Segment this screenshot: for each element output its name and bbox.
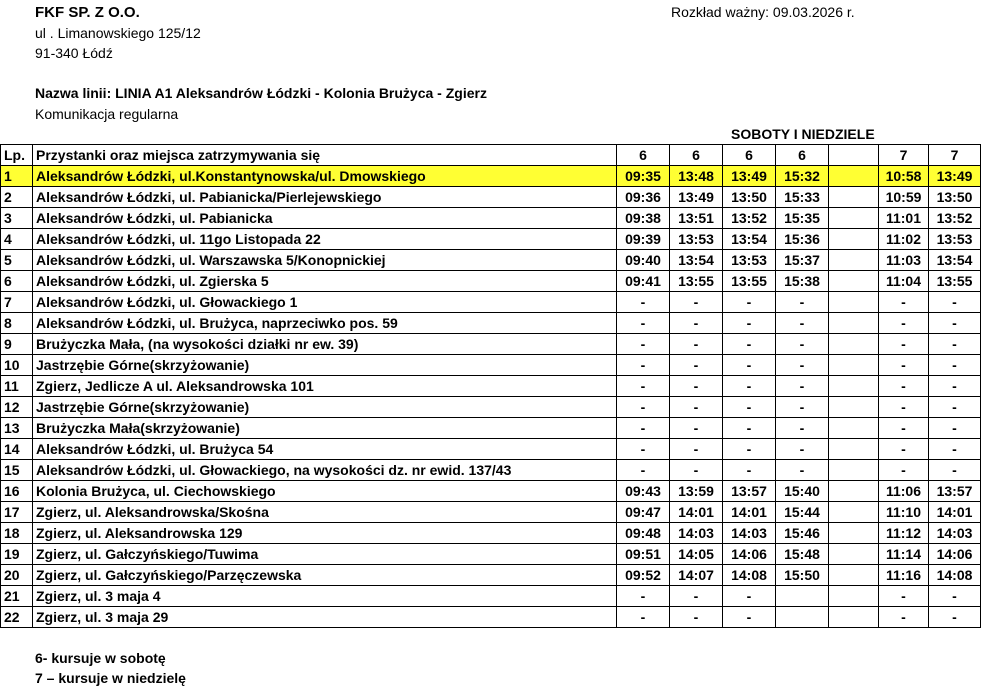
row-lp: 22	[1, 607, 33, 628]
row-departure-time: 14:03	[723, 523, 776, 544]
row-departure-time: 11:01	[879, 208, 929, 229]
row-departure-time: -	[879, 313, 929, 334]
row-departure-time: 15:38	[776, 271, 829, 292]
row-departure-time: -	[776, 292, 829, 313]
row-departure-time	[829, 229, 879, 250]
row-departure-time: 09:52	[617, 565, 670, 586]
row-departure-time: -	[929, 397, 981, 418]
company-address-street: ul . Limanowskiego 125/12	[35, 25, 201, 41]
table-row	[1, 208, 981, 229]
company-address-city: 91-340 Łódź	[35, 45, 113, 61]
row-departure-time: 09:43	[617, 481, 670, 502]
table-row	[1, 187, 981, 208]
row-stop-name: Zgierz, ul. 3 maja 4	[33, 586, 617, 607]
row-stop-name: Aleksandrów Łódzki, ul. Głowackiego 1	[33, 292, 617, 313]
row-departure-time: -	[776, 376, 829, 397]
row-departure-time: 13:51	[670, 208, 723, 229]
row-departure-time: -	[879, 334, 929, 355]
row-departure-time	[829, 418, 879, 439]
row-departure-time: 13:53	[723, 250, 776, 271]
header-stops: Przystanki oraz miejsca zatrzymywania się	[33, 145, 617, 166]
row-lp: 10	[1, 355, 33, 376]
row-departure-time: -	[617, 439, 670, 460]
table-row	[1, 355, 981, 376]
row-departure-time: -	[617, 355, 670, 376]
row-departure-time	[776, 586, 829, 607]
row-departure-time: -	[617, 397, 670, 418]
row-departure-time	[829, 397, 879, 418]
row-departure-time: -	[670, 292, 723, 313]
row-lp: 7	[1, 292, 33, 313]
row-departure-time: -	[723, 376, 776, 397]
row-departure-time: 14:06	[723, 544, 776, 565]
row-departure-time	[829, 208, 879, 229]
row-departure-time: 09:38	[617, 208, 670, 229]
row-lp: 15	[1, 460, 33, 481]
row-departure-time: 11:03	[879, 250, 929, 271]
row-lp: 19	[1, 544, 33, 565]
row-lp: 20	[1, 565, 33, 586]
row-departure-time: 13:59	[670, 481, 723, 502]
row-departure-time: 13:52	[929, 208, 981, 229]
row-lp: 5	[1, 250, 33, 271]
table-row	[1, 565, 981, 586]
row-departure-time: 14:03	[929, 523, 981, 544]
row-departure-time: -	[670, 460, 723, 481]
row-departure-time: -	[617, 586, 670, 607]
row-departure-time: -	[670, 439, 723, 460]
row-departure-time	[829, 166, 879, 187]
row-departure-time: -	[929, 334, 981, 355]
row-departure-time: -	[617, 607, 670, 628]
row-stop-name: Zgierz, Jedlicze A ul. Aleksandrowska 101	[33, 376, 617, 397]
header-course: 7	[929, 145, 981, 166]
row-departure-time: -	[929, 607, 981, 628]
row-departure-time: -	[879, 586, 929, 607]
row-departure-time: -	[723, 334, 776, 355]
row-departure-time: -	[670, 607, 723, 628]
schedule-valid-date: Rozkład ważny: 09.03.2026 r.	[671, 4, 855, 20]
row-departure-time: 15:50	[776, 565, 829, 586]
table-row	[1, 376, 981, 397]
row-departure-time: 11:16	[879, 565, 929, 586]
row-departure-time: 13:54	[723, 229, 776, 250]
row-departure-time: 13:49	[723, 166, 776, 187]
row-departure-time	[829, 376, 879, 397]
row-departure-time: 09:39	[617, 229, 670, 250]
row-departure-time: -	[723, 586, 776, 607]
row-lp: 12	[1, 397, 33, 418]
row-lp: 11	[1, 376, 33, 397]
header-course: 7	[879, 145, 929, 166]
row-departure-time: -	[929, 460, 981, 481]
row-departure-time: -	[723, 292, 776, 313]
row-departure-time	[829, 271, 879, 292]
header-lp: Lp.	[1, 145, 33, 166]
row-departure-time: 15:46	[776, 523, 829, 544]
table-row	[1, 607, 981, 628]
table-row	[1, 166, 981, 187]
row-departure-time	[829, 586, 879, 607]
row-lp: 13	[1, 418, 33, 439]
row-lp: 17	[1, 502, 33, 523]
row-departure-time: -	[617, 460, 670, 481]
row-stop-name: Aleksandrów Łódzki, ul.Konstantynowska/ul. Dmowskiego	[33, 166, 617, 187]
row-departure-time: 14:07	[670, 565, 723, 586]
row-stop-name: Zgierz, ul. 3 maja 29	[33, 607, 617, 628]
row-lp: 16	[1, 481, 33, 502]
row-departure-time: 13:57	[929, 481, 981, 502]
row-departure-time: 14:08	[929, 565, 981, 586]
row-stop-name: Aleksandrów Łódzki, ul. Brużyca, naprzeciwko pos. 59	[33, 313, 617, 334]
row-departure-time: 13:53	[929, 229, 981, 250]
row-departure-time: 14:05	[670, 544, 723, 565]
row-departure-time: -	[929, 292, 981, 313]
row-lp: 8	[1, 313, 33, 334]
row-departure-time: 15:44	[776, 502, 829, 523]
row-departure-time: 09:36	[617, 187, 670, 208]
row-stop-name: Aleksandrów Łódzki, ul. Głowackiego, na wysokości dz. nr ewid. 137/43	[33, 460, 617, 481]
row-departure-time: 13:57	[723, 481, 776, 502]
row-departure-time	[829, 439, 879, 460]
row-lp: 2	[1, 187, 33, 208]
row-departure-time: 09:51	[617, 544, 670, 565]
row-departure-time: -	[723, 607, 776, 628]
row-departure-time: 13:49	[670, 187, 723, 208]
row-departure-time: -	[617, 292, 670, 313]
row-stop-name: Brużyczka Mała, (na wysokości działki nr ew. 39)	[33, 334, 617, 355]
row-lp: 6	[1, 271, 33, 292]
row-stop-name: Aleksandrów Łódzki, ul. 11go Listopada 22	[33, 229, 617, 250]
header-course: 6	[670, 145, 723, 166]
row-departure-time: 15:33	[776, 187, 829, 208]
legend-saturday: 6- kursuje w sobotę	[35, 650, 166, 666]
legend-sunday: 7 – kursuje w niedzielę	[35, 670, 186, 686]
row-departure-time: 13:52	[723, 208, 776, 229]
row-departure-time: -	[776, 439, 829, 460]
line-name: Nazwa linii: LINIA A1 Aleksandrów Łódzki - Kolonia Brużyca - Zgierz	[35, 85, 487, 101]
row-departure-time: 09:48	[617, 523, 670, 544]
row-departure-time: -	[776, 460, 829, 481]
row-departure-time: 09:40	[617, 250, 670, 271]
section-title: SOBOTY I NIEDZIELE	[731, 126, 875, 142]
row-stop-name: Zgierz, ul. Gałczyńskiego/Tuwima	[33, 544, 617, 565]
row-stop-name: Aleksandrów Łódzki, ul. Zgierska 5	[33, 271, 617, 292]
row-departure-time	[829, 502, 879, 523]
row-departure-time: 11:04	[879, 271, 929, 292]
row-departure-time: 11:02	[879, 229, 929, 250]
row-departure-time: -	[879, 460, 929, 481]
row-stop-name: Aleksandrów Łódzki, ul. Warszawska 5/Konopnickiej	[33, 250, 617, 271]
row-departure-time: -	[723, 439, 776, 460]
row-departure-time: 15:37	[776, 250, 829, 271]
row-departure-time: -	[670, 586, 723, 607]
row-departure-time: 14:06	[929, 544, 981, 565]
table-row	[1, 523, 981, 544]
row-stop-name: Zgierz, ul. Aleksandrowska 129	[33, 523, 617, 544]
row-departure-time: 11:10	[879, 502, 929, 523]
row-departure-time: -	[617, 334, 670, 355]
row-departure-time: -	[670, 397, 723, 418]
row-departure-time: 13:53	[670, 229, 723, 250]
row-departure-time: -	[723, 397, 776, 418]
table-row	[1, 229, 981, 250]
row-departure-time: 13:50	[723, 187, 776, 208]
table-row	[1, 439, 981, 460]
row-departure-time: 13:55	[929, 271, 981, 292]
row-departure-time: -	[617, 376, 670, 397]
row-departure-time: -	[929, 376, 981, 397]
company-name: FKF SP. Z O.O.	[35, 4, 140, 21]
table-row	[1, 271, 981, 292]
row-departure-time: 13:48	[670, 166, 723, 187]
row-departure-time: 13:54	[670, 250, 723, 271]
row-departure-time: -	[723, 460, 776, 481]
table-row	[1, 586, 981, 607]
row-stop-name: Aleksandrów Łódzki, ul. Pabianicka/Pierlejewskiego	[33, 187, 617, 208]
row-departure-time: 15:36	[776, 229, 829, 250]
row-lp: 9	[1, 334, 33, 355]
row-departure-time: 14:03	[670, 523, 723, 544]
row-departure-time: -	[776, 334, 829, 355]
row-stop-name: Jastrzębie Górne(skrzyżowanie)	[33, 397, 617, 418]
row-departure-time: 15:35	[776, 208, 829, 229]
table-row	[1, 460, 981, 481]
row-departure-time: 11:06	[879, 481, 929, 502]
row-departure-time	[829, 481, 879, 502]
row-departure-time: 15:48	[776, 544, 829, 565]
row-stop-name: Zgierz, ul. Gałczyńskiego/Parzęczewska	[33, 565, 617, 586]
row-departure-time: 15:32	[776, 166, 829, 187]
row-departure-time: 11:14	[879, 544, 929, 565]
table-row	[1, 334, 981, 355]
row-departure-time: 14:01	[723, 502, 776, 523]
row-departure-time: -	[929, 313, 981, 334]
row-departure-time: 14:08	[723, 565, 776, 586]
row-departure-time: -	[879, 607, 929, 628]
row-stop-name: Aleksandrów Łódzki, ul. Brużyca 54	[33, 439, 617, 460]
table-row	[1, 292, 981, 313]
row-lp: 4	[1, 229, 33, 250]
header-course	[829, 145, 879, 166]
row-departure-time: -	[617, 418, 670, 439]
row-departure-time: -	[670, 418, 723, 439]
row-departure-time: -	[617, 313, 670, 334]
row-departure-time: -	[879, 439, 929, 460]
row-departure-time	[829, 544, 879, 565]
row-departure-time: -	[929, 355, 981, 376]
row-stop-name: Aleksandrów Łódzki, ul. Pabianicka	[33, 208, 617, 229]
row-departure-time: -	[879, 397, 929, 418]
table-row	[1, 250, 981, 271]
row-departure-time: -	[929, 439, 981, 460]
row-departure-time: 13:50	[929, 187, 981, 208]
row-departure-time: 13:55	[670, 271, 723, 292]
header-course: 6	[723, 145, 776, 166]
row-lp: 14	[1, 439, 33, 460]
row-departure-time	[829, 250, 879, 271]
row-departure-time	[829, 460, 879, 481]
row-departure-time: 11:12	[879, 523, 929, 544]
table-row	[1, 544, 981, 565]
row-stop-name: Zgierz, ul. Aleksandrowska/Skośna	[33, 502, 617, 523]
table-row	[1, 313, 981, 334]
row-departure-time: 10:58	[879, 166, 929, 187]
row-stop-name: Jastrzębie Górne(skrzyżowanie)	[33, 355, 617, 376]
row-departure-time	[829, 313, 879, 334]
row-departure-time: -	[776, 397, 829, 418]
row-departure-time: -	[776, 355, 829, 376]
row-departure-time: -	[879, 355, 929, 376]
row-departure-time: -	[879, 418, 929, 439]
timetable	[0, 144, 981, 628]
row-departure-time: -	[670, 334, 723, 355]
row-departure-time: 09:47	[617, 502, 670, 523]
row-departure-time: -	[723, 418, 776, 439]
row-lp: 21	[1, 586, 33, 607]
row-departure-time: -	[670, 313, 723, 334]
row-stop-name: Brużyczka Mała(skrzyżowanie)	[33, 418, 617, 439]
row-departure-time: -	[723, 355, 776, 376]
row-departure-time: -	[879, 376, 929, 397]
header-course: 6	[776, 145, 829, 166]
row-departure-time: -	[776, 418, 829, 439]
row-departure-time: -	[670, 376, 723, 397]
row-departure-time	[829, 607, 879, 628]
row-lp: 18	[1, 523, 33, 544]
row-departure-time	[829, 523, 879, 544]
row-departure-time: 13:55	[723, 271, 776, 292]
row-departure-time: 14:01	[670, 502, 723, 523]
row-departure-time	[829, 334, 879, 355]
row-departure-time: -	[879, 292, 929, 313]
table-row	[1, 481, 981, 502]
row-departure-time	[829, 187, 879, 208]
table-row	[1, 418, 981, 439]
row-departure-time: 15:40	[776, 481, 829, 502]
row-lp: 3	[1, 208, 33, 229]
row-departure-time: 13:54	[929, 250, 981, 271]
row-departure-time: 09:41	[617, 271, 670, 292]
row-departure-time: -	[776, 313, 829, 334]
row-departure-time: -	[723, 313, 776, 334]
row-stop-name: Kolonia Brużyca, ul. Ciechowskiego	[33, 481, 617, 502]
communication-type: Komunikacja regularna	[35, 106, 179, 122]
row-departure-time: 10:59	[879, 187, 929, 208]
table-row	[1, 397, 981, 418]
row-departure-time	[829, 355, 879, 376]
row-departure-time	[829, 292, 879, 313]
table-row	[1, 502, 981, 523]
table-header-row	[1, 145, 981, 166]
row-departure-time: -	[929, 586, 981, 607]
row-departure-time: -	[929, 418, 981, 439]
row-departure-time: 09:35	[617, 166, 670, 187]
row-departure-time	[776, 607, 829, 628]
row-departure-time: 13:49	[929, 166, 981, 187]
row-departure-time: -	[670, 355, 723, 376]
row-departure-time: 14:01	[929, 502, 981, 523]
row-departure-time	[829, 565, 879, 586]
header-course: 6	[617, 145, 670, 166]
row-lp: 1	[1, 166, 33, 187]
